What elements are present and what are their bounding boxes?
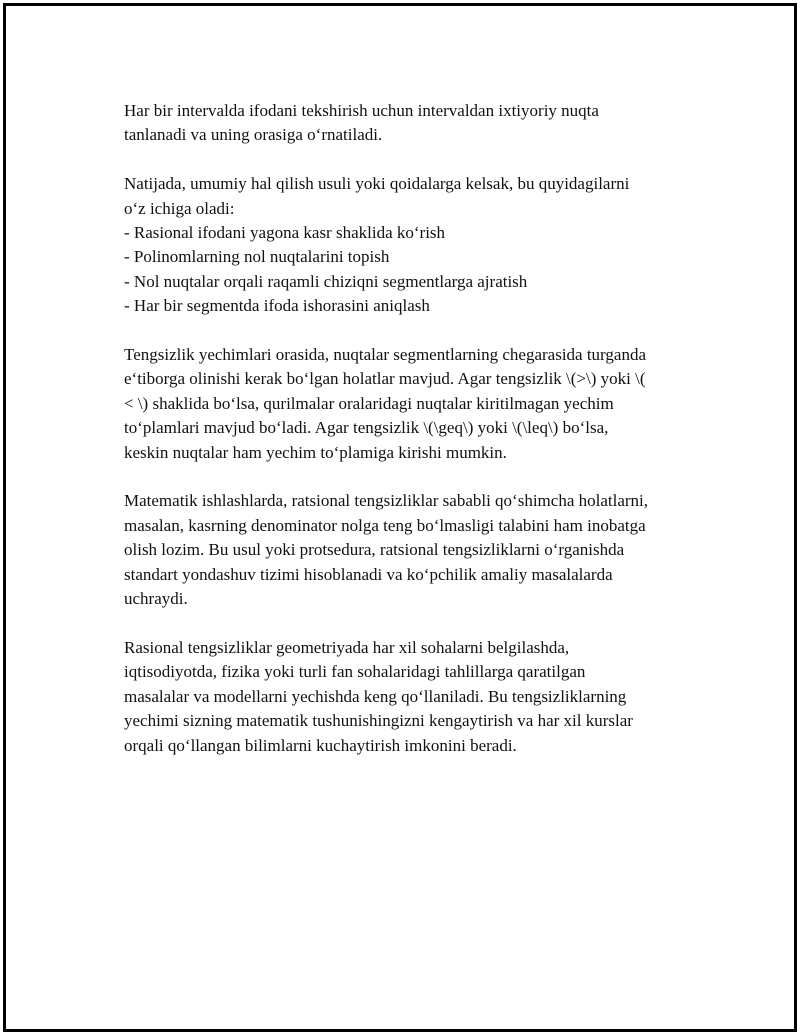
- paragraph-applications: Rasional tengsizliklar geometriyada har xil sohalarni belgilashda, iqtisodiyotda, fizika yoki turli fan sohalaridagi tahlillarga qaratilgan masalalar va modellarni yechishda keng qo‘llaniladi. Bu tengsizliklarning yechimi sizning matematik tushunishingizni kengaytirish va har xil kurslar orqali qo‘llangan bilimlarni kuchaytirish imkonini beradi.: [124, 637, 633, 755]
- document-body: [124, 99, 704, 782]
- paragraph-general-method: Natijada, umumiy hal qilish usuli yoki qoidalarga kelsak, bu quyidagilarni o‘z ichiga oladi: - Rasional ifodani yagona kasr shaklida ko‘rish - Polinomlarning nol nuqtalarini topish - Nol nuqtalar orqali raqamli chiziqni segmentlarga ajratish - Har bir segmentda ifoda ishorasini aniqlash: [124, 174, 630, 316]
- paragraph-additional-conditions: Matematik ishlashlarda, ratsional tengsizliklar sababli qo‘shimcha holatlarni, masalan, kasrning denominator nolga teng bo‘lmasligi talabini ham inobatga olish lozim. Bu usul yoki protsedura, ratsional tengsizliklarni o‘rganishda standart yondashuv tizimi hisoblanadi va ko‘pchilik amaliy masalalarda uchraydi.: [124, 491, 649, 609]
- page-frame: [3, 3, 797, 1032]
- paragraph-interval-testing: Har bir intervalda ifodani tekshirish uchun intervaldan ixtiyoriy nuqta tanlanadi va uning orasiga o‘rnatiladi.: [124, 101, 599, 145]
- paragraph-boundary-points: Tengsizlik yechimlari orasida, nuqtalar segmentlarning chegarasida turganda e‘tiborga olinishi kerak bo‘lgan holatlar mavjud. Agar tengsizlik \(>\) yoki \( < \) shaklida bo‘lsa, qurilmalar oralaridagi nuqtalar kiritilmagan yechim to‘plamlari mavjud bo‘ladi. Agar tengsizlik \(\geq\) yoki \(\leq\) bo‘lsa, keskin nuqtalar ham yechim to‘plamiga kirishi mumkin.: [124, 345, 647, 462]
